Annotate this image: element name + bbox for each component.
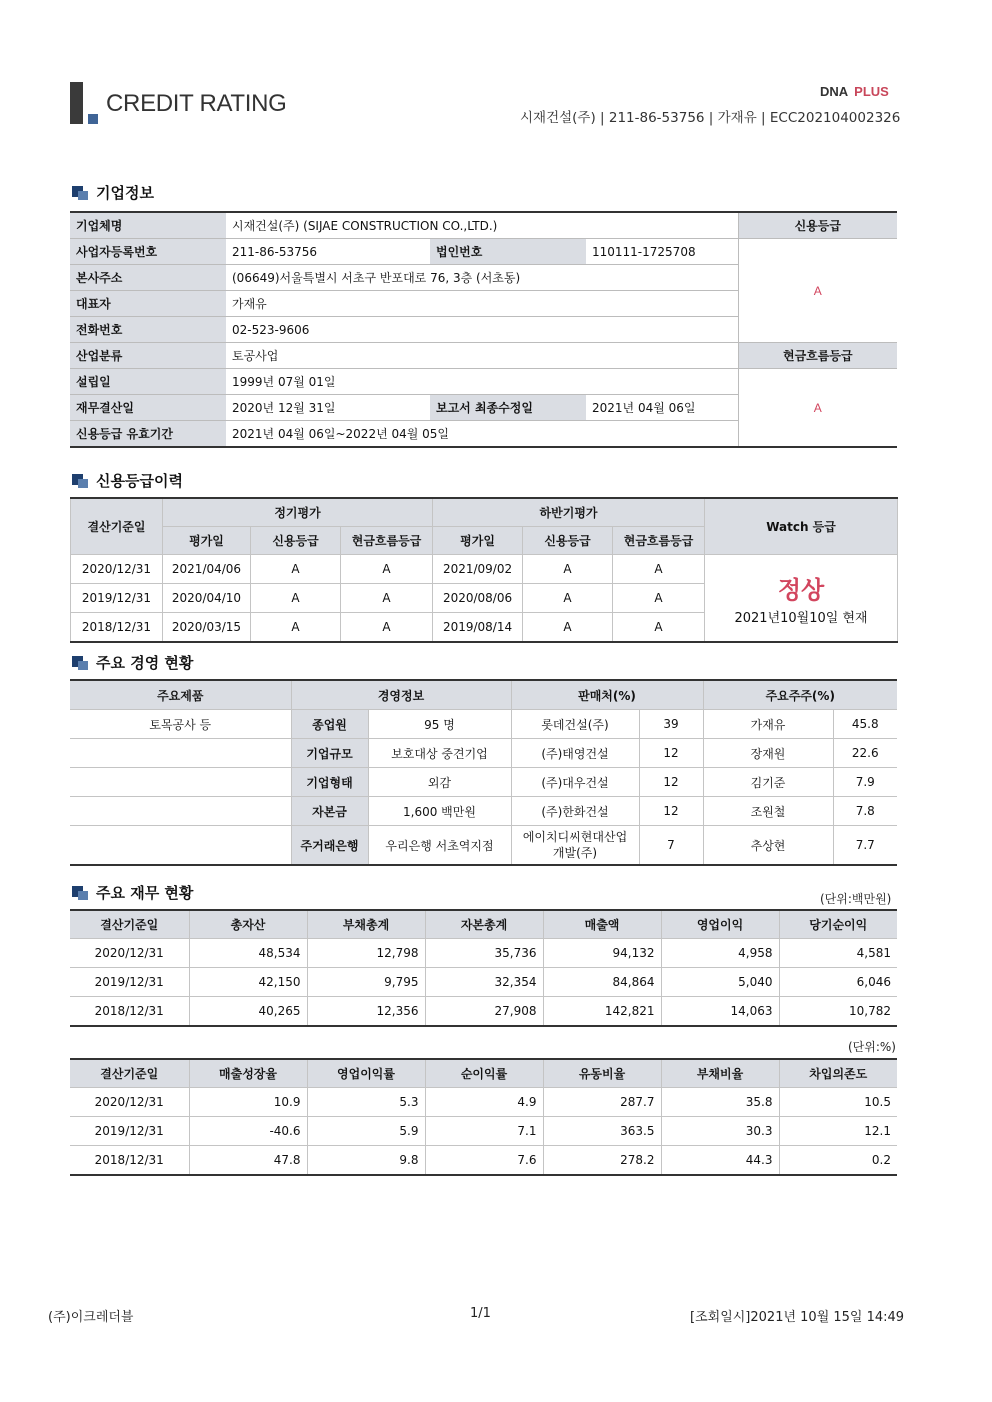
buyer-pct: 12: [639, 768, 703, 797]
column-header: 차입의존도: [779, 1059, 897, 1088]
cell-half-cash: A: [613, 555, 705, 584]
buyer-name: 롯데건설(주): [511, 710, 639, 739]
table-row: [70, 797, 897, 826]
cell-base-date: 2018/12/31: [70, 997, 189, 1027]
corpno-label: 법인번호: [430, 239, 586, 265]
cell-value: 30.3: [661, 1117, 779, 1146]
mgmt-value: 1,600 백만원: [368, 797, 511, 826]
mgmt-value: 보호대상 중견기업: [368, 739, 511, 768]
product-empty: [70, 826, 291, 866]
cell-value: 12,356: [307, 997, 425, 1027]
buyer-pct: 39: [639, 710, 703, 739]
fiscal-value: 2020년 12월 31일: [226, 395, 430, 421]
table-row: [70, 939, 897, 968]
table-row: [70, 710, 897, 739]
cell-value: -40.6: [189, 1117, 307, 1146]
header-eval-date: 평가일: [163, 527, 251, 555]
mgmt-value: 우리은행 서초역지점: [368, 826, 511, 866]
product-value: 토목공사 등: [70, 710, 291, 739]
table-row: [70, 968, 897, 997]
table-row: [70, 1117, 897, 1146]
section-financials: [72, 882, 193, 903]
company-info-table: [70, 211, 897, 448]
cell-half-cash: A: [613, 584, 705, 613]
product-empty: [70, 739, 291, 768]
cell-half-credit: A: [523, 613, 613, 643]
section-title: 주요 경영 현황: [96, 654, 194, 672]
roman-numeral-dot: [88, 114, 98, 124]
unit-million-won: (단위:백만원): [820, 892, 892, 906]
validity-value: 2021년 04월 06일~2022년 04월 05일: [226, 421, 738, 448]
column-header: 총자산: [189, 910, 307, 939]
cell-value: 10.5: [779, 1088, 897, 1117]
mgmt-label: 기업형태: [291, 768, 368, 797]
page-title: CREDIT RATING: [106, 90, 287, 117]
cell-base-date: 2019/12/31: [70, 1117, 189, 1146]
rating-history-table: [70, 497, 898, 643]
cell-base: 2020/12/31: [71, 555, 163, 584]
cell-regular-credit: A: [251, 555, 341, 584]
cell-base-date: 2020/12/31: [70, 1088, 189, 1117]
industry-value: 토공사업: [226, 343, 738, 369]
cell-value: 5,040: [661, 968, 779, 997]
header-watch: Watch 등급: [705, 498, 898, 555]
column-header: 부채비율: [661, 1059, 779, 1088]
section-management: [72, 652, 193, 673]
footer-timestamp: [조회일시]2021년 10월 15일 14:49: [690, 1310, 905, 1325]
holder-pct: 7.8: [833, 797, 897, 826]
report-label: 보고서 최종수정일: [430, 395, 586, 421]
header-half: 하반기평가: [433, 498, 705, 527]
address-value: (06649)서울특별시 서초구 반포대로 76, 3층 (서초동): [226, 265, 738, 291]
ratio-table: [70, 1058, 897, 1176]
cell-value: 47.8: [189, 1146, 307, 1176]
cell-regular-date: 2020/03/15: [163, 613, 251, 643]
section-bullet-icon: [72, 886, 90, 900]
header-eval-date: 평가일: [433, 527, 523, 555]
brand-logo: [820, 84, 889, 99]
header-products: 주요제품: [70, 680, 291, 710]
product-empty: [70, 768, 291, 797]
buyer-name: (주)태영건설: [511, 739, 639, 768]
cell-value: 27,908: [425, 997, 543, 1027]
column-header: 자본총계: [425, 910, 543, 939]
footer-company: (주)이크레더블: [48, 1310, 134, 1325]
cell-base-date: 2020/12/31: [70, 939, 189, 968]
mgmt-label: 주거래은행: [291, 826, 368, 866]
holder-name: 가재유: [703, 710, 833, 739]
phone-label: 전화번호: [70, 317, 226, 343]
table-row: [70, 1088, 897, 1117]
mgmt-label: 종업원: [291, 710, 368, 739]
phone-value: 02-523-9606: [226, 317, 738, 343]
section-company-info: [72, 182, 154, 203]
buyer-pct: 12: [639, 739, 703, 768]
column-header: 영업이익률: [307, 1059, 425, 1088]
column-header: 결산기준일: [70, 1059, 189, 1088]
fiscal-label: 재무결산일: [70, 395, 226, 421]
cell-value: 278.2: [543, 1146, 661, 1176]
cell-half-cash: A: [613, 613, 705, 643]
holder-pct: 7.9: [833, 768, 897, 797]
header-mgmt: 경영정보: [291, 680, 511, 710]
header-cashflow: 현금흐름등급: [341, 527, 433, 555]
column-header: 순이익률: [425, 1059, 543, 1088]
cell-base: 2018/12/31: [71, 613, 163, 643]
cell-value: 142,821: [543, 997, 661, 1027]
holder-name: 조원철: [703, 797, 833, 826]
bizno-label: 사업자등록번호: [70, 239, 226, 265]
name-value: 시재건설(주) (SIJAE CONSTRUCTION CO.,LTD.): [226, 212, 738, 239]
management-table: [70, 679, 897, 866]
founded-value: 1999년 07월 01일: [226, 369, 738, 395]
cell-value: 48,534: [189, 939, 307, 968]
holder-pct: 7.7: [833, 826, 897, 866]
cell-value: 6,046: [779, 968, 897, 997]
industry-label: 산업분류: [70, 343, 226, 369]
cell-value: 44.3: [661, 1146, 779, 1176]
cell-regular-cash: A: [341, 555, 433, 584]
header-credit: 신용등급: [251, 527, 341, 555]
holder-name: 추상현: [703, 826, 833, 866]
cell-value: 40,265: [189, 997, 307, 1027]
cell-value: 14,063: [661, 997, 779, 1027]
cell-value: 10.9: [189, 1088, 307, 1117]
cell-regular-cash: A: [341, 613, 433, 643]
section-title: 주요 재무 현황: [96, 884, 194, 902]
column-header: 매출액: [543, 910, 661, 939]
cell-value: 363.5: [543, 1117, 661, 1146]
table-row: [70, 768, 897, 797]
roman-numeral-bar: [70, 82, 83, 124]
cell-half-credit: A: [523, 584, 613, 613]
holder-name: 김기준: [703, 768, 833, 797]
cell-regular-cash: A: [341, 584, 433, 613]
section-bullet-icon: [72, 474, 90, 488]
buyer-name: 에이치디씨현대산업개발(주): [511, 826, 639, 866]
cell-value: 32,354: [425, 968, 543, 997]
brand-plus: PLUS: [854, 84, 889, 99]
cell-value: 84,864: [543, 968, 661, 997]
table-row: [71, 555, 898, 584]
cell-base-date: 2019/12/31: [70, 968, 189, 997]
bizno-value: 211-86-53756: [226, 239, 430, 265]
buyer-pct: 7: [639, 826, 703, 866]
cell-base-date: 2018/12/31: [70, 1146, 189, 1176]
address-label: 본사주소: [70, 265, 226, 291]
mgmt-label: 기업규모: [291, 739, 368, 768]
mgmt-value: 외감: [368, 768, 511, 797]
cell-half-date: 2019/08/14: [433, 613, 523, 643]
cell-value: 7.6: [425, 1146, 543, 1176]
header-holders: 주요주주(%): [703, 680, 897, 710]
column-header: 유동비율: [543, 1059, 661, 1088]
cell-value: 0.2: [779, 1146, 897, 1176]
header-credit: 신용등급: [523, 527, 613, 555]
cell-value: 5.3: [307, 1088, 425, 1117]
cell-value: 9,795: [307, 968, 425, 997]
cashflow-grade-label: 현금흐름등급: [738, 343, 897, 369]
cell-value: 5.9: [307, 1117, 425, 1146]
founded-label: 설립일: [70, 369, 226, 395]
cell-half-date: 2021/09/02: [433, 555, 523, 584]
cell-value: 7.1: [425, 1117, 543, 1146]
cell-value: 4.9: [425, 1088, 543, 1117]
holder-name: 장재원: [703, 739, 833, 768]
cell-value: 94,132: [543, 939, 661, 968]
cell-value: 9.8: [307, 1146, 425, 1176]
cell-value: 12,798: [307, 939, 425, 968]
column-header: 부채총계: [307, 910, 425, 939]
credit-grade-label: 신용등급: [738, 212, 897, 239]
section-title: 기업정보: [96, 184, 154, 202]
brand-dna: DNA: [820, 84, 849, 99]
header-base-date: 결산기준일: [71, 498, 163, 555]
cell-base: 2019/12/31: [71, 584, 163, 613]
cell-regular-date: 2021/04/06: [163, 555, 251, 584]
header-cashflow: 현금흐름등급: [613, 527, 705, 555]
cell-value: 287.7: [543, 1088, 661, 1117]
cell-value: 4,581: [779, 939, 897, 968]
section-title: 신용등급이력: [96, 472, 183, 490]
corpno-value: 110111-1725708: [586, 239, 738, 265]
cell-regular-credit: A: [251, 584, 341, 613]
table-row: [70, 826, 897, 866]
buyer-pct: 12: [639, 797, 703, 826]
buyer-name: (주)대우건설: [511, 768, 639, 797]
column-header: 당기순이익: [779, 910, 897, 939]
holder-pct: 22.6: [833, 739, 897, 768]
cell-value: 35,736: [425, 939, 543, 968]
section-bullet-icon: [72, 186, 90, 200]
ceo-label: 대표자: [70, 291, 226, 317]
column-header: 매출성장율: [189, 1059, 307, 1088]
watch-status: 정상: [777, 576, 825, 604]
footer-page: 1/1: [470, 1306, 491, 1321]
validity-label: 신용등급 유효기간: [70, 421, 226, 448]
watch-date: 2021년10월10일 현재: [734, 611, 868, 626]
cell-value: 4,958: [661, 939, 779, 968]
table-row: [70, 997, 897, 1027]
cell-value: 10,782: [779, 997, 897, 1027]
cell-value: 35.8: [661, 1088, 779, 1117]
cell-half-credit: A: [523, 555, 613, 584]
report-subtitle: 시재건설(주) | 211-86-53756 | 가재유 | ECC202104002326: [520, 110, 901, 126]
product-empty: [70, 797, 291, 826]
report-value: 2021년 04월 06일: [586, 395, 738, 421]
cell-value: 12.1: [779, 1117, 897, 1146]
section-rating-history: [72, 470, 183, 491]
cell-value: 42,150: [189, 968, 307, 997]
cell-half-date: 2020/08/06: [433, 584, 523, 613]
mgmt-label: 자본금: [291, 797, 368, 826]
holder-pct: 45.8: [833, 710, 897, 739]
table-row: [70, 1146, 897, 1176]
column-header: 결산기준일: [70, 910, 189, 939]
watch-cell: [705, 555, 898, 643]
unit-percent: (단위:%): [848, 1040, 896, 1054]
header-regular: 정기평가: [163, 498, 433, 527]
ceo-value: 가재유: [226, 291, 738, 317]
section-bullet-icon: [72, 656, 90, 670]
table-row: [70, 739, 897, 768]
cashflow-grade-value: A: [738, 369, 897, 448]
cell-regular-date: 2020/04/10: [163, 584, 251, 613]
buyer-name: (주)한화건설: [511, 797, 639, 826]
cell-regular-credit: A: [251, 613, 341, 643]
name-label: 기업체명: [70, 212, 226, 239]
column-header: 영업이익: [661, 910, 779, 939]
mgmt-value: 95 명: [368, 710, 511, 739]
header-sales: 판매처(%): [511, 680, 703, 710]
credit-grade-value: A: [738, 239, 897, 343]
financial-table: [70, 909, 897, 1027]
